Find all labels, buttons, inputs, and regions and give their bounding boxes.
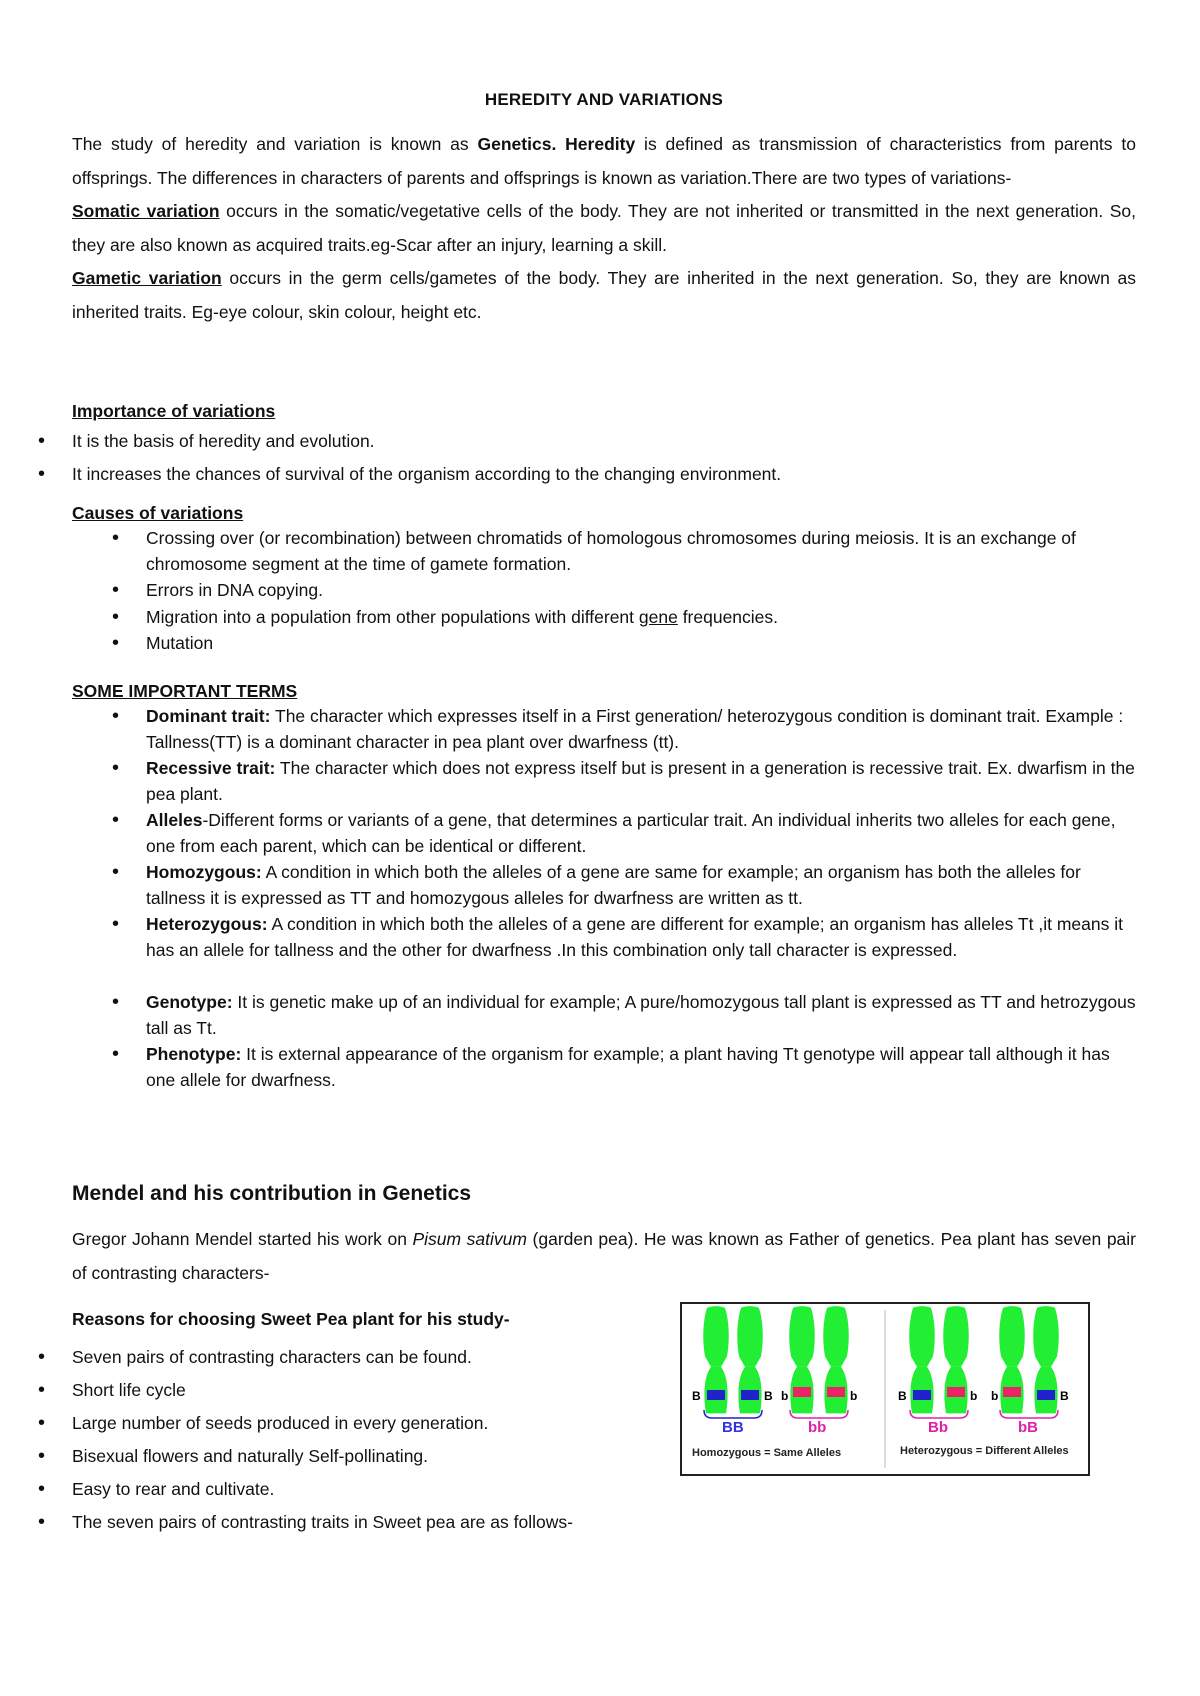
importance-section: [72, 397, 1136, 491]
allele-label: B: [764, 1389, 773, 1403]
term-label: Homozygous:: [146, 862, 262, 882]
term-text: It is external appearance of the organism for example; a plant having Tt genotype will appear tall although it has one allele for dwarfness.: [146, 1044, 1110, 1090]
allele-label: b: [991, 1389, 999, 1403]
term-genotype: [146, 990, 1136, 1041]
allele-label: b: [781, 1389, 789, 1403]
pair-label: BB: [722, 1419, 744, 1436]
allele-band: [793, 1387, 811, 1397]
terms-list: [72, 704, 1136, 1093]
allele-label: b: [850, 1389, 858, 1403]
somatic-term: Somatic variation: [72, 201, 220, 221]
gametic-paragraph: [72, 262, 1136, 329]
list-item: • Short life cycle: [72, 1374, 672, 1407]
causes-heading: Causes of variations: [72, 503, 244, 523]
term-label: Dominant trait:: [146, 706, 271, 726]
pair-label: bb: [808, 1419, 827, 1436]
term-label: Heterozygous:: [146, 914, 268, 934]
term-recessive: [146, 756, 1136, 807]
term-text: A condition in which both the alleles of a gene are same for example; an organism has both the alleles for tallness it is expressed as TT and homozygous alleles for dwarfness are written as tt.: [146, 862, 1081, 908]
allele-band: [1037, 1390, 1055, 1400]
term-alleles: [146, 808, 1136, 859]
somatic-paragraph: [72, 195, 1136, 262]
term-text: -Different forms or variants of a gene, that determines a particular trait. An individual inherits two alleles for each gene, one from each parent, which can be identical or different.: [146, 810, 1116, 856]
caption-homozygous: Homozygous = Same Alleles: [692, 1447, 842, 1459]
caption-heterozygous: Heterozygous = Different Alleles: [900, 1445, 1069, 1457]
intro-paragraph: [72, 128, 1136, 195]
mendel-heading: Mendel and his contribution in Genetics: [72, 1182, 472, 1205]
list-item: • Errors in DNA copying.: [146, 578, 1136, 604]
pisum-sativum: Pisum sativum: [412, 1229, 527, 1249]
allele-label: b: [970, 1389, 978, 1403]
term-dominant: [146, 704, 1136, 755]
migration-text: Migration into a population from other populations with different: [146, 606, 639, 627]
pair-label: Bb: [928, 1419, 948, 1436]
intro-space: [556, 134, 565, 154]
reasons-heading: Reasons for choosing Sweet Pea plant for his study-: [72, 1309, 510, 1329]
chromosome-pair-Bb: [898, 1306, 977, 1436]
alleles-figure: [680, 1302, 1090, 1476]
mendel-body: [72, 1223, 1136, 1290]
reasons-list: [72, 1341, 672, 1539]
term-homozygous: [146, 860, 1136, 911]
list-item: • Bisexual flowers and naturally Self-pollinating.: [72, 1440, 672, 1473]
term-text: The character which expresses itself in a First generation/ heterozygous condition is dominant trait. Example : Tallness(TT) is a dominant character in pea plant over dwarfness (tt).: [146, 706, 1124, 752]
chromosome-diagram: [682, 1304, 1088, 1474]
list-item: • Easy to rear and cultivate.: [72, 1473, 672, 1506]
term-phenotype: [146, 1042, 1136, 1093]
chromosome-pair-bb: [781, 1306, 857, 1436]
allele-label: B: [1060, 1389, 1069, 1403]
list-item: • Seven pairs of contrasting characters can be found.: [72, 1341, 672, 1374]
page-title: HEREDITY AND VARIATIONS: [484, 90, 724, 109]
term-text: A condition in which both the alleles of a gene are different for example; an organism has alleles Tt ,it means it has an allele for tallness and the other for dwarfness .In this combination only tall character is expressed.: [146, 914, 1123, 960]
genetics-term: Genetics.: [477, 134, 557, 154]
gametic-text: occurs in the germ cells/gametes of the body. They are inherited in the next generation. So, they are known as inherited traits. Eg-eye colour, skin colour, height etc.: [72, 268, 1136, 322]
list-item: • The seven pairs of contrasting traits in Sweet pea are as follows-: [72, 1506, 672, 1539]
gametic-term: Gametic variation: [72, 268, 222, 288]
allele-band: [947, 1387, 965, 1397]
term-heterozygous: [146, 912, 1136, 963]
mendel-section: [72, 1182, 1136, 1206]
terms-section: [72, 678, 1136, 1094]
term-text: The character which does not express itself but is present in a generation is recessive trait. Ex. dwarfism in the pea plant.: [146, 758, 1135, 804]
allele-band: [913, 1390, 931, 1400]
list-item: • Crossing over (or recombination) between chromatids of homologous chromosomes during meiosis. It is an exchange of chromosome segment at the time of gamete formation.: [146, 526, 1136, 577]
mendel-text: Gregor Johann Mendel started his work on: [72, 1229, 413, 1249]
term-label: Phenotype:: [146, 1044, 242, 1064]
allele-label: B: [692, 1389, 701, 1403]
list-item: • Mutation: [146, 631, 1136, 657]
heredity-term: Heredity: [565, 134, 636, 154]
list-item: • It is the basis of heredity and evolution.: [72, 425, 1136, 458]
list-item: • Large number of seeds produced in every generation.: [72, 1407, 672, 1440]
allele-band: [1003, 1387, 1021, 1397]
causes-section: [72, 500, 1136, 658]
pair-label: bB: [1018, 1419, 1038, 1436]
term-label: Recessive trait:: [146, 758, 276, 778]
causes-list: [72, 526, 1136, 657]
allele-label: B: [898, 1389, 907, 1403]
chromosome-pair-BB: [692, 1306, 773, 1436]
term-text: It is genetic make up of an individual for example; A pure/homozygous tall plant is expressed as TT and hetrozygous tall as Tt.: [146, 992, 1136, 1038]
term-label: Genotype:: [146, 992, 233, 1012]
intro-text-2: is defined as transmission of characteristics from parents to offsprings. The differences in characters of parents and offsprings is known as variation.There are two types of variations-: [72, 134, 1136, 188]
allele-band: [741, 1390, 759, 1400]
importance-list: [72, 425, 1136, 491]
terms-heading: SOME IMPORTANT TERMS: [72, 681, 298, 701]
allele-band: [707, 1390, 725, 1400]
reasons-section: [72, 1305, 672, 1539]
allele-band: [827, 1387, 845, 1397]
intro-text: The study of heredity and variation is known as: [72, 134, 478, 154]
gene-link[interactable]: gene: [638, 606, 678, 627]
list-item: • It increases the chances of survival of the organism according to the changing environment.: [72, 458, 1136, 491]
chromosome-pair-bB: [991, 1306, 1069, 1436]
mendel-text-2: (garden pea). He was known as Father of genetics. Pea plant has seven pair of contrasting characters-: [72, 1229, 1137, 1283]
mendel-paragraph: [72, 1223, 1136, 1290]
list-item: [146, 605, 1136, 631]
term-label: Alleles: [146, 810, 203, 830]
migration-text-end: frequencies.: [677, 606, 779, 627]
somatic-text: occurs in the somatic/vegetative cells of the body. They are not inherited or transmitted in the next generation. So, they are also known as acquired traits.eg-Scar after an injury, learning a skill.: [72, 201, 1136, 255]
intro-section: [72, 128, 1136, 329]
importance-heading: Importance of variations: [72, 401, 276, 421]
